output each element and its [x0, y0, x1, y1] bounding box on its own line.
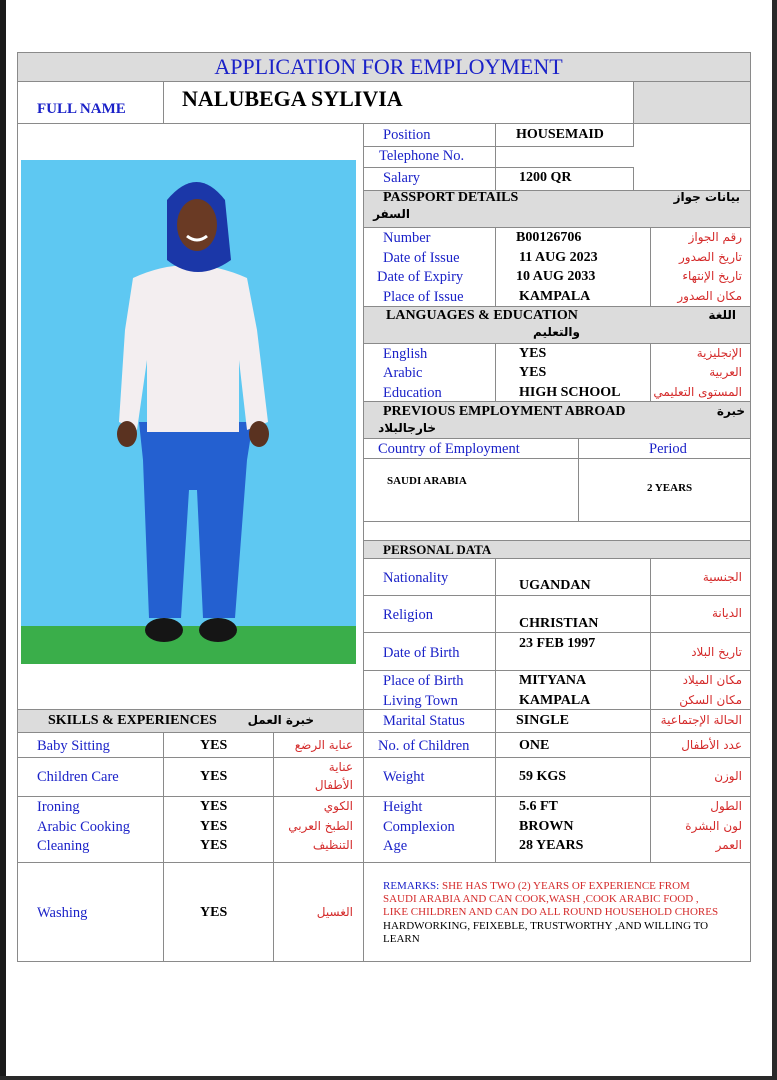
form-title: APPLICATION FOR EMPLOYMENT: [214, 54, 563, 79]
left-edge: [0, 0, 6, 1080]
personal-header: PERSONAL DATA: [383, 542, 492, 557]
height-value: 5.6 FT: [519, 799, 558, 814]
position-value: HOUSEMAID: [516, 127, 604, 142]
salary-value: 1200 QR: [519, 170, 572, 185]
dob-label: Date of Birth: [383, 645, 460, 661]
washing-value: YES: [200, 905, 228, 920]
age-ar: العمر: [715, 838, 742, 852]
arabic-cooking-ar: الطبخ العربي: [288, 819, 353, 833]
washing-ar: الغسيل: [316, 905, 353, 919]
english-value: YES: [519, 346, 547, 361]
full-name-label: FULL NAME: [37, 101, 126, 117]
passport-header-ar-1: بيانات جواز: [673, 190, 740, 204]
passport-expiry-label: Date of Expiry: [377, 269, 464, 285]
children-care-value: YES: [200, 769, 228, 784]
cleaning-value: YES: [200, 838, 228, 853]
cleaning-label: Cleaning: [37, 838, 90, 854]
country-value-cell: [363, 458, 579, 522]
english-label: English: [383, 346, 428, 362]
complexion-label: Complexion: [383, 819, 455, 835]
nationality-value: UGANDAN: [519, 578, 591, 593]
arabic-cooking-value: YES: [200, 819, 228, 834]
marital-status-value: SINGLE: [516, 713, 569, 728]
applicant-photo: [21, 160, 356, 664]
complexion-value: BROWN: [519, 819, 574, 834]
age-value: 28 YEARS: [519, 838, 584, 853]
prev-employment-header-ar-1: خبرة: [716, 404, 745, 418]
period-header: Period: [649, 441, 687, 457]
passport-issue-ar: تاريخ الصدور: [679, 250, 742, 264]
place-of-birth-value: MITYANA: [519, 673, 587, 688]
baby-sitting-value: YES: [200, 738, 228, 753]
prev-employment-header-ar-2: خارجالبلاد: [378, 421, 436, 435]
passport-header-ar-2: السفر: [373, 207, 410, 221]
passport-issue-label: Date of Issue: [383, 250, 460, 266]
languages-header-ar-2: والتعليم: [533, 325, 580, 339]
children-ar: عدد الأطفال: [681, 738, 742, 752]
children-care-label: Children Care: [37, 769, 119, 785]
place-of-birth-ar: مكان الميلاد: [682, 673, 742, 687]
salary-label: Salary: [383, 170, 421, 186]
living-town-ar: مكان السكن: [679, 693, 742, 707]
passport-expiry-value: 10 AUG 2033: [516, 269, 596, 284]
remarks-line-2: SAUDI ARABIA AND CAN COOK,WASH ,COOK ARABIC FOOD ,: [383, 893, 699, 905]
passport-number-ar: رقم الجواز: [688, 230, 742, 244]
english-ar: الإنجليزية: [696, 346, 742, 360]
ironing-label: Ironing: [37, 799, 80, 815]
marital-status-label: Marital Status: [383, 713, 465, 729]
remarks-line-3: LIKE CHILDREN AND CAN DO ALL ROUND HOUSEHOLD CHORES: [383, 906, 719, 918]
skills-header: SKILLS & EXPERIENCES: [48, 713, 217, 728]
baby-sitting-ar: عناية الرضع: [294, 738, 353, 752]
weight-label: Weight: [383, 769, 425, 785]
passport-place-value: KAMPALA: [519, 289, 591, 304]
dob-value: 23 FEB 1997: [519, 636, 596, 651]
religion-ar: الديانة: [711, 606, 742, 620]
telephone-label: Telephone No.: [379, 148, 465, 164]
children-care-ar-2: الأطفال: [314, 778, 353, 792]
children-label: No. of Children: [378, 738, 470, 754]
position-label: Position: [383, 127, 431, 143]
age-label: Age: [383, 838, 408, 854]
full-name: NALUBEGA SYLIVIA: [182, 86, 403, 111]
education-label: Education: [383, 385, 442, 401]
baby-sitting-label: Baby Sitting: [37, 738, 110, 754]
remarks-line-4: HARDWORKING, FEIXEBLE, TRUSTWORTHY ,AND WILLING TO: [383, 920, 709, 932]
languages-header-ar-1: اللغة: [708, 308, 736, 322]
height-ar: الطول: [710, 799, 742, 813]
education-ar: المستوى التعليمي: [653, 385, 742, 399]
cleaning-ar: التنظيف: [312, 838, 353, 852]
arabic-ar: العربية: [709, 365, 742, 379]
remarks-label: REMARKS:: [383, 880, 440, 892]
languages-header: LANGUAGES & EDUCATION: [386, 308, 578, 323]
living-town-value: KAMPALA: [519, 693, 591, 708]
passport-place-ar: مكان الصدور: [677, 289, 742, 303]
country-value: SAUDI ARABIA: [387, 475, 467, 487]
nationality-ar: الجنسية: [702, 570, 742, 584]
arabic-cooking-label: Arabic Cooking: [37, 819, 131, 835]
religion-value: CHRISTIAN: [519, 616, 599, 631]
remarks-text-1: SHE HAS TWO (2) YEARS OF EXPERIENCE FROM: [442, 880, 690, 892]
passport-number-value: B00126706: [516, 230, 582, 245]
marital-status-ar: الحالة الإجتماعية: [660, 713, 742, 727]
passport-place-label: Place of Issue: [383, 289, 464, 305]
bottom-edge: [0, 1076, 777, 1080]
religion-label: Religion: [383, 607, 433, 623]
passport-expiry-ar: تاريخ الإنتهاء: [682, 269, 742, 283]
children-value: ONE: [519, 738, 550, 753]
education-value: HIGH SCHOOL: [519, 385, 621, 400]
nationality-label: Nationality: [383, 570, 449, 586]
passport-number-label: Number: [383, 230, 431, 246]
weight-value: 59 KGS: [519, 769, 567, 784]
arabic-value: YES: [519, 365, 547, 380]
period-value: 2 YEARS: [647, 482, 693, 494]
prev-employment-header: PREVIOUS EMPLOYMENT ABROAD: [383, 404, 626, 419]
spacer-cell: [363, 521, 751, 541]
height-label: Height: [383, 799, 423, 815]
ironing-value: YES: [200, 799, 228, 814]
living-town-label: Living Town: [383, 693, 458, 709]
washing-label: Washing: [37, 905, 88, 921]
country-header: Country of Employment: [378, 441, 520, 457]
weight-ar: الوزن: [714, 769, 742, 783]
children-care-ar-1: عناية: [328, 760, 353, 774]
right-edge: [772, 0, 777, 1080]
skills-header-ar: خبرة العمل: [247, 713, 314, 727]
passport-header: PASSPORT DETAILS: [383, 190, 519, 205]
arabic-label: Arabic: [383, 365, 423, 381]
place-of-birth-label: Place of Birth: [383, 673, 464, 689]
full-name-extra-cell: [633, 81, 751, 124]
remarks-line-1: [383, 881, 690, 892]
complexion-ar: لون البشرة: [685, 819, 742, 833]
passport-issue-value: 11 AUG 2023: [519, 250, 598, 265]
remarks-line-5: LEARN: [383, 933, 420, 945]
dob-ar: تاريخ البلاد: [691, 645, 742, 659]
ironing-ar: الكوي: [323, 799, 353, 813]
